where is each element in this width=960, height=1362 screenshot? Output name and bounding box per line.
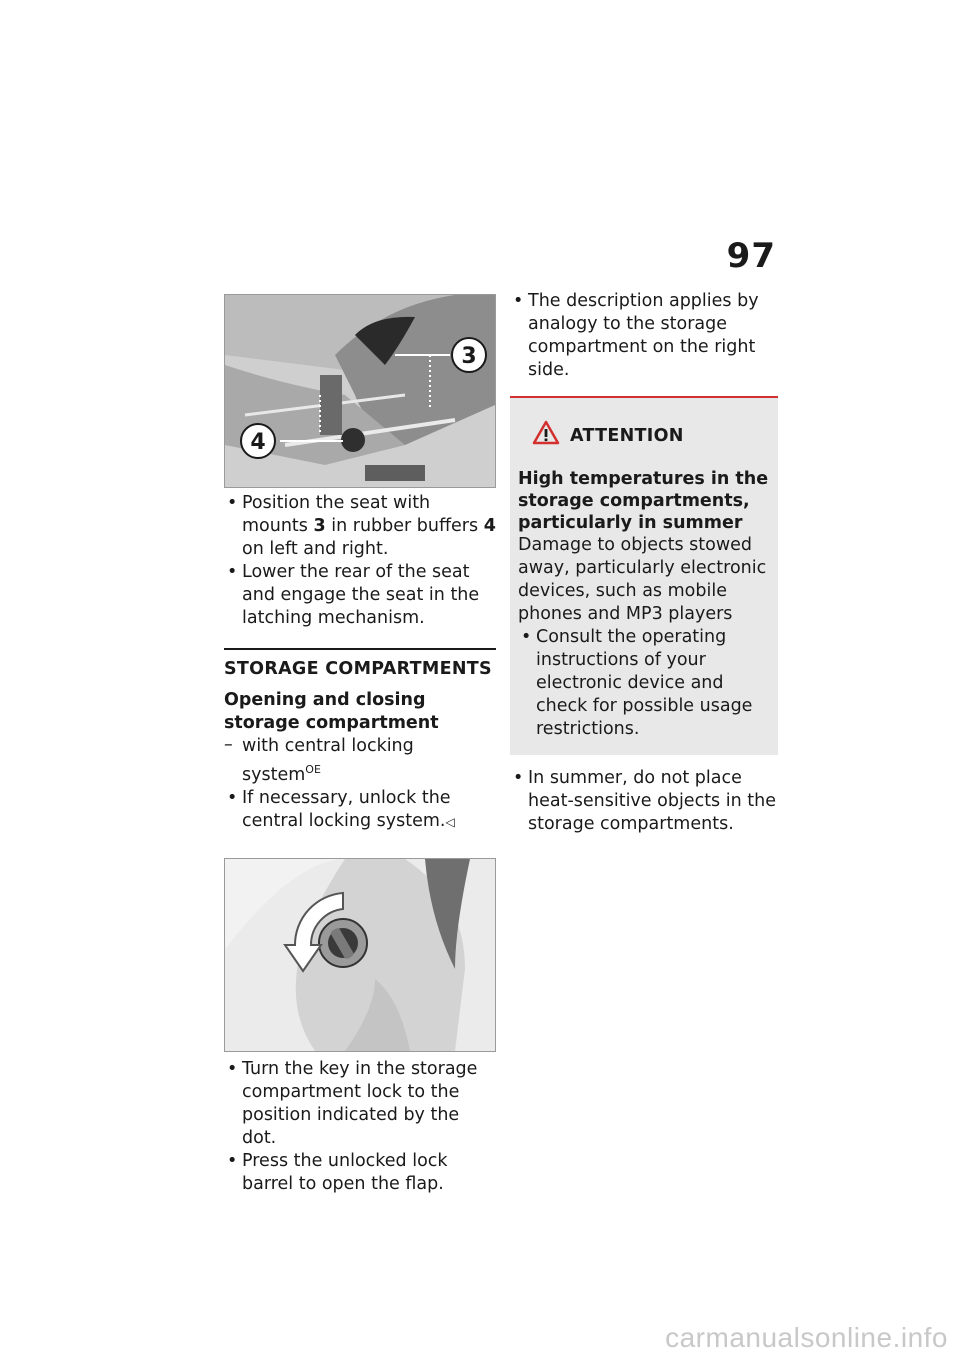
attention-header	[518, 420, 772, 452]
attention-body: Damage to objects stowed away, particularly electronic devices, such as mobile phones and MP3 players	[518, 535, 767, 624]
list-item: • The description applies by analogy to the storage compartment on the right side.	[510, 290, 778, 382]
list-item: • Turn the key in the storage compartment lock to the position indicated by the dot.	[224, 1058, 496, 1150]
attention-box	[510, 396, 778, 755]
attention-label: ATTENTION	[570, 425, 684, 446]
key-instructions	[224, 1058, 496, 1196]
list-item: • Consult the operating instructions of your electronic device and check for possible usage restrictions.	[518, 626, 772, 741]
sub-title: Opening and closing storage compartment	[224, 690, 439, 733]
unlock-instructions	[224, 787, 496, 834]
list-item: • In summer, do not place heat-sensitive objects in the storage compartments.	[510, 767, 778, 836]
page-number: 97	[726, 236, 776, 276]
attention-actions	[518, 626, 772, 741]
seat-instructions	[224, 492, 496, 630]
storage-lock-illustration	[225, 859, 495, 1051]
callout-label-4: 4	[250, 430, 266, 455]
condition-text: with central locking system	[242, 736, 414, 785]
bullet-text-mid: in rubber buffers	[325, 516, 484, 536]
summer-note	[510, 767, 778, 836]
watermark: carmanualsonline.info	[665, 1322, 948, 1353]
warning-triangle-icon	[532, 420, 560, 452]
bullet-unlock-text: If necessary, unlock the central locking system.	[242, 788, 451, 831]
condition-line	[224, 735, 496, 787]
storage-lock-figure	[224, 858, 496, 1052]
analogy-note	[510, 290, 778, 382]
bullet-text-post: on left and right.	[242, 539, 389, 559]
left-column	[224, 294, 496, 1196]
ref-4: 4	[483, 516, 496, 536]
ref-3: 3	[313, 516, 326, 536]
optional-equipment-mark: OE	[305, 763, 321, 776]
list-item: • Press the unlocked lock barrel to open the flap.	[224, 1150, 496, 1196]
callout-label-3: 3	[461, 344, 477, 369]
list-item: • Lower the rear of the seat and engage the seat in the latching mechanism.	[224, 561, 496, 630]
section-rule	[224, 648, 496, 650]
bullet-text-pre: Position the seat with mounts	[242, 493, 431, 536]
right-column	[510, 290, 778, 836]
list-item	[224, 492, 496, 561]
list-item	[224, 787, 496, 834]
seat-mounts-figure	[224, 294, 496, 488]
end-mark: ◁	[445, 815, 455, 829]
section-title: STORAGE COMPARTMENTS	[224, 659, 492, 679]
seat-mounts-illustration	[225, 295, 495, 487]
attention-title: High temperatures in the storage compartments, particularly in summer	[518, 469, 769, 533]
